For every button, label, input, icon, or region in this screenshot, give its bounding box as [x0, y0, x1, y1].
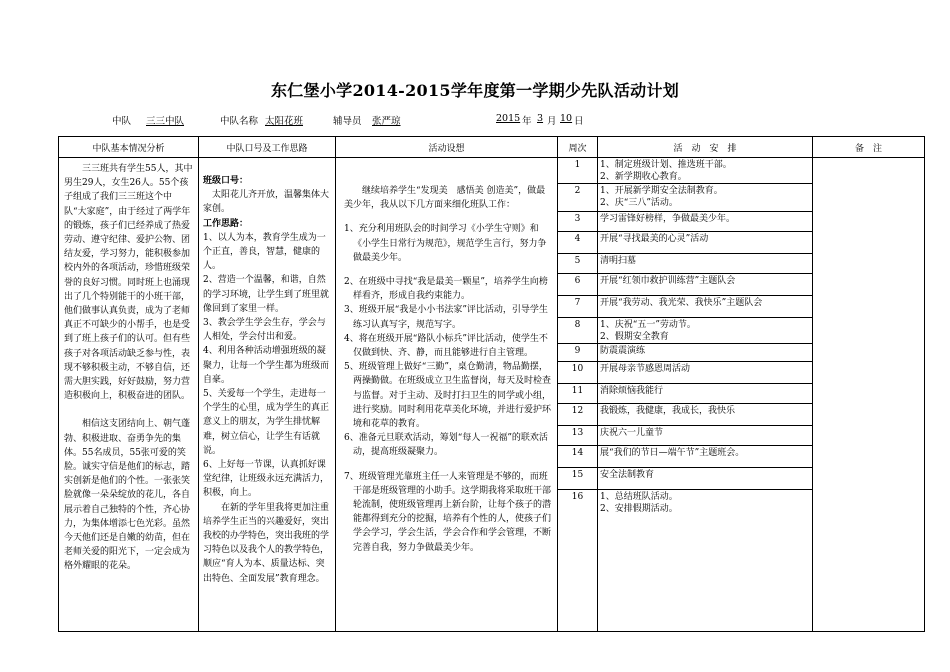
schedule-activity: 1、总结班队活动。 2、安排假期活动。	[598, 490, 813, 632]
schedule-activity: 展“我们的节日—端午节”主题班会。	[598, 446, 813, 468]
squad-label: 中队	[112, 116, 132, 127]
week-number: 13	[558, 426, 598, 446]
squad-value: 三三中队	[146, 116, 185, 127]
header-week: 周次	[558, 137, 598, 158]
schedule-activity: 1、庆祝“五一”劳动节。 2、假期安全教育	[598, 318, 813, 344]
schedule-activity: 开展“寻找最美的心灵”活动	[598, 232, 813, 254]
schedule-activity: 庆祝六一儿童节	[598, 426, 813, 446]
week-number: 14	[558, 446, 598, 468]
analysis-paragraph-2: 相信这支团结向上、朝气蓬勃、积极进取、奋勇争先的集体。55名成员，55张可爱的笑脸。诚实守信是他们的标志，踏实创新是他们的个性。一张张笑脸就像一朵朵绽放的花儿，各自展示着自己独特的个性，齐心协力，为集体增添七色光彩。虽然今天他们还是自嫩的幼苗，但在老师关爱的阳光下，一定会成为格外耀眼的花朵。	[64, 419, 191, 572]
ideas-item: 3、班级开展“我是小小书法家”评比活动，引导学生练习认真写字，规范写字。	[344, 305, 548, 330]
week-number: 7	[558, 296, 598, 318]
slogan-cell	[199, 158, 336, 632]
schedule-activity: 学习雷锋好榜样，争做最美少年。	[598, 212, 813, 232]
schedule-activity: 1、制定班级计划、推选班干部。 2、新学期收心教育。	[598, 158, 813, 184]
ideas-cell	[336, 158, 558, 632]
work-item: 1、以人为本，教育学生成为一个正直，善良，智慧，健康的人。	[203, 232, 326, 272]
schedule-activity: 开展“红领巾救护训练营”主题队会	[598, 274, 813, 296]
week-number: 4	[558, 232, 598, 254]
work-item: 4、利用各种活动增强班级的凝聚力，让每一个学生都为班级而自豪。	[203, 346, 330, 385]
ideas-item: 7、班级管理光靠班主任一人来管理是不够的，而班干部是班级管理的小助手。这学期我将采取班干部轮流制，使班级管理再上新台阶，让每个孩子的潜能都得到充分的挖掘，培养有个性的人，使孩子们学会学习，学会生活，学会合作和学会管理，不断完善自我，努力争做最美少年。	[344, 471, 552, 553]
work-summary: 在新的学年里我将更加注重培养学生正当的兴趣爱好，突出我校的办学特色，突出我班的学习特色以及我个人的教学特色，顺应“育人为本、质量达标、突出特色、全面发展”教育理念。	[203, 502, 330, 584]
slogan-text: 太阳花儿齐开放，温馨集体大家创。	[203, 190, 330, 215]
header-ideas: 活动设想	[336, 137, 558, 158]
schedule-activity: 我锻炼，我健康，我成长，我快乐	[598, 404, 813, 426]
work-item: 3、教会学生学会生存，学会与人相处，学会付出和爱。	[203, 318, 326, 343]
schedule-activity: 开展母亲节感恩周活动	[598, 362, 813, 384]
date-day-unit: 日	[574, 116, 584, 127]
analysis-paragraph-1: 三三班共有学生55人，其中男生29人，女生26人。55个孩子组成了我们三三班这个中队“大家庭”，由于经过了两学年的锻炼，孩子们已经养成了热爱劳动、遵守纪律、爱护公物、团结友爱，学习努力，能积极参加校内外的各项活动，珍惜班级荣誉的良好习惯。同时班上也涌现出了几个特别能干的小班干部，他们做事认真负责，成为了老师真正不可缺少的小帮手，也是受到了班上孩子们的认可。但有些孩子对各项活动缺乏参与性，表现不够积极主动，不够自信，还需大胆实践，好好鼓励，努力营造积极向上，积极奋进的团队。	[64, 164, 193, 402]
week-number: 3	[558, 212, 598, 232]
schedule-activity: 清明扫墓	[598, 254, 813, 274]
ideas-item: 2、在班级中寻找“我是最美一颗星”，培养学生向榜样看齐，形成自我约束能力。	[344, 277, 548, 302]
week-number: 2	[558, 184, 598, 212]
date-month: 3	[537, 113, 544, 124]
ideas-item: 4、将在班级开展“路队小标兵”评比活动，使学生不仅做到快、齐、静，而且能够进行自主管理。	[344, 333, 548, 359]
work-item: 5、关爱每一个学生，走进每一个学生的心里，成为学生的真正意义上的朋友，为学生排忧解难，树立信心，让学生有话就说。	[203, 389, 330, 456]
meta-row	[0, 113, 950, 127]
week-number: 16	[558, 490, 598, 632]
schedule-activity: 1、开展新学期安全法制教育。 2、庆“三八”活动。	[598, 184, 813, 212]
header-arrangement: 活 动 安 排	[598, 137, 813, 158]
analysis-cell	[59, 158, 199, 632]
schedule-activity: 消除烦恼我能行	[598, 384, 813, 404]
work-heading: 工作思路：	[203, 218, 249, 229]
date-year-unit: 年	[522, 116, 532, 127]
ideas-item: 5、班级管理上做好“三勤”，桌仓勤清，物品勤摆，两操勤做。在班级成立卫生监督岗，每天及时检查与监督。对于主动、及时打扫卫生的同学或小组，进行奖励。同时利用花草美化环境，并进行爱护环境和花草的教育。	[344, 362, 552, 430]
date-month-unit: 月	[547, 116, 557, 127]
header-slogan: 中队口号及工作思路	[199, 137, 336, 158]
work-item: 2、营造一个温馨，和谐，自然的学习环境，让学生到了班里就像回到了家里一样。	[203, 275, 330, 314]
work-item: 6、上好每一节课，认真抓好课堂纪律，让班级永远充满活力，积极，向上。	[203, 460, 330, 499]
squad-name-value: 太阳花班	[265, 116, 304, 127]
header-remarks: 备 注	[813, 137, 925, 158]
plan-table	[58, 136, 925, 632]
week-number: 15	[558, 468, 598, 490]
remarks-cell	[813, 158, 925, 632]
date-day: 10	[560, 113, 573, 124]
schedule-activity: 开展“我劳动、我光荣、我快乐”主题队会	[598, 296, 813, 318]
counselor-label: 辅导员	[333, 116, 362, 127]
ideas-item: 1、充分利用班队会的时间学习《小学生守则》和《小学生日常行为规范》，规范学生言行，努力争做最美少年。	[344, 224, 547, 263]
schedule-activity: 防震震演练	[598, 344, 813, 362]
slogan-heading: 班级口号：	[203, 176, 249, 186]
week-number: 5	[558, 254, 598, 274]
week-number: 10	[558, 362, 598, 384]
squad-name-label: 中队名称	[220, 116, 259, 127]
ideas-item: 6、准备元旦联欢活动，筹划“每人一祝福”的联欢活动，提高班级凝聚力。	[344, 433, 548, 458]
ideas-intro: 继续培养学生“发现美 感悟美 创造美”，做最美少年，我从以下几方面来细化班队工作：	[344, 186, 546, 211]
week-number: 11	[558, 384, 598, 404]
document-title: 东仁堡小学2014-2015学年度第一学期少先队活动计划	[270, 81, 680, 100]
week-number: 12	[558, 404, 598, 426]
schedule-activity: 安全法制教育	[598, 468, 813, 490]
date-year: 2015	[496, 113, 521, 124]
week-number: 6	[558, 274, 598, 296]
week-number: 1	[558, 158, 598, 184]
counselor-value: 张严琼	[372, 116, 401, 127]
week-number: 9	[558, 344, 598, 362]
week-number: 8	[558, 318, 598, 344]
header-analysis: 中队基本情况分析	[59, 137, 199, 158]
